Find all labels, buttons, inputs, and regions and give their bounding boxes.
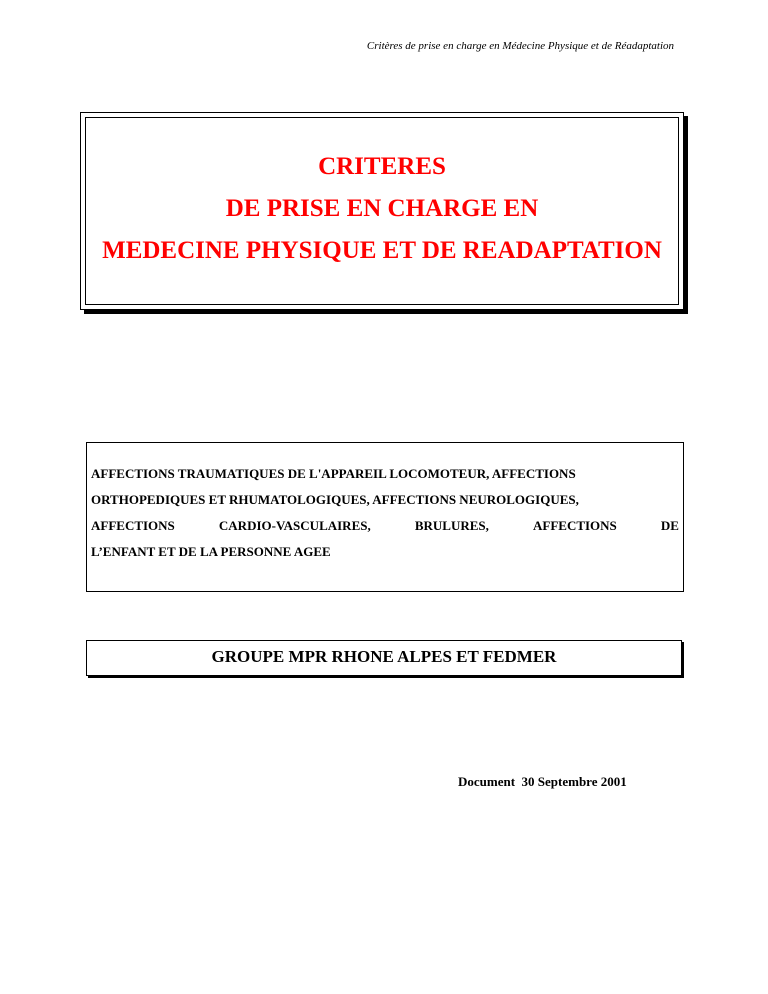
affections-word: AFFECTIONS bbox=[91, 518, 175, 533]
running-header: Critères de prise en charge en Médecine Physique et de Réadaptation bbox=[366, 40, 674, 52]
title-line-3: MEDECINE PHYSIQUE ET DE READAPTATION bbox=[102, 237, 662, 264]
affections-box bbox=[86, 442, 684, 592]
affections-line-2: ORTHOPEDIQUES ET RHUMATOLOGIQUES, AFFECTIONS NEUROLOGIQUES, bbox=[91, 492, 579, 507]
affections-word: BRULURES, bbox=[414, 518, 489, 533]
affections-line-3 bbox=[91, 513, 679, 539]
title-box bbox=[80, 112, 684, 310]
affections-line-1: AFFECTIONS TRAUMATIQUES DE L'APPAREIL LOCOMOTEUR, AFFECTIONS bbox=[91, 466, 576, 481]
affections-word: DE bbox=[660, 518, 679, 533]
affections-word: CARDIO-VASCULAIRES, bbox=[218, 518, 371, 533]
affections-word: AFFECTIONS bbox=[533, 518, 617, 533]
title-inner-frame bbox=[85, 117, 679, 305]
groupe-box: GROUPE MPR RHONE ALPES ET FEDMER bbox=[86, 640, 682, 676]
title-line-1: CRITERES bbox=[318, 153, 446, 180]
affections-line-4: L’ENFANT ET DE LA PERSONNE AGEE bbox=[91, 544, 331, 559]
title-line-2: DE PRISE EN CHARGE EN bbox=[225, 195, 539, 222]
document-date: Document 30 Septembre 2001 bbox=[458, 774, 627, 789]
